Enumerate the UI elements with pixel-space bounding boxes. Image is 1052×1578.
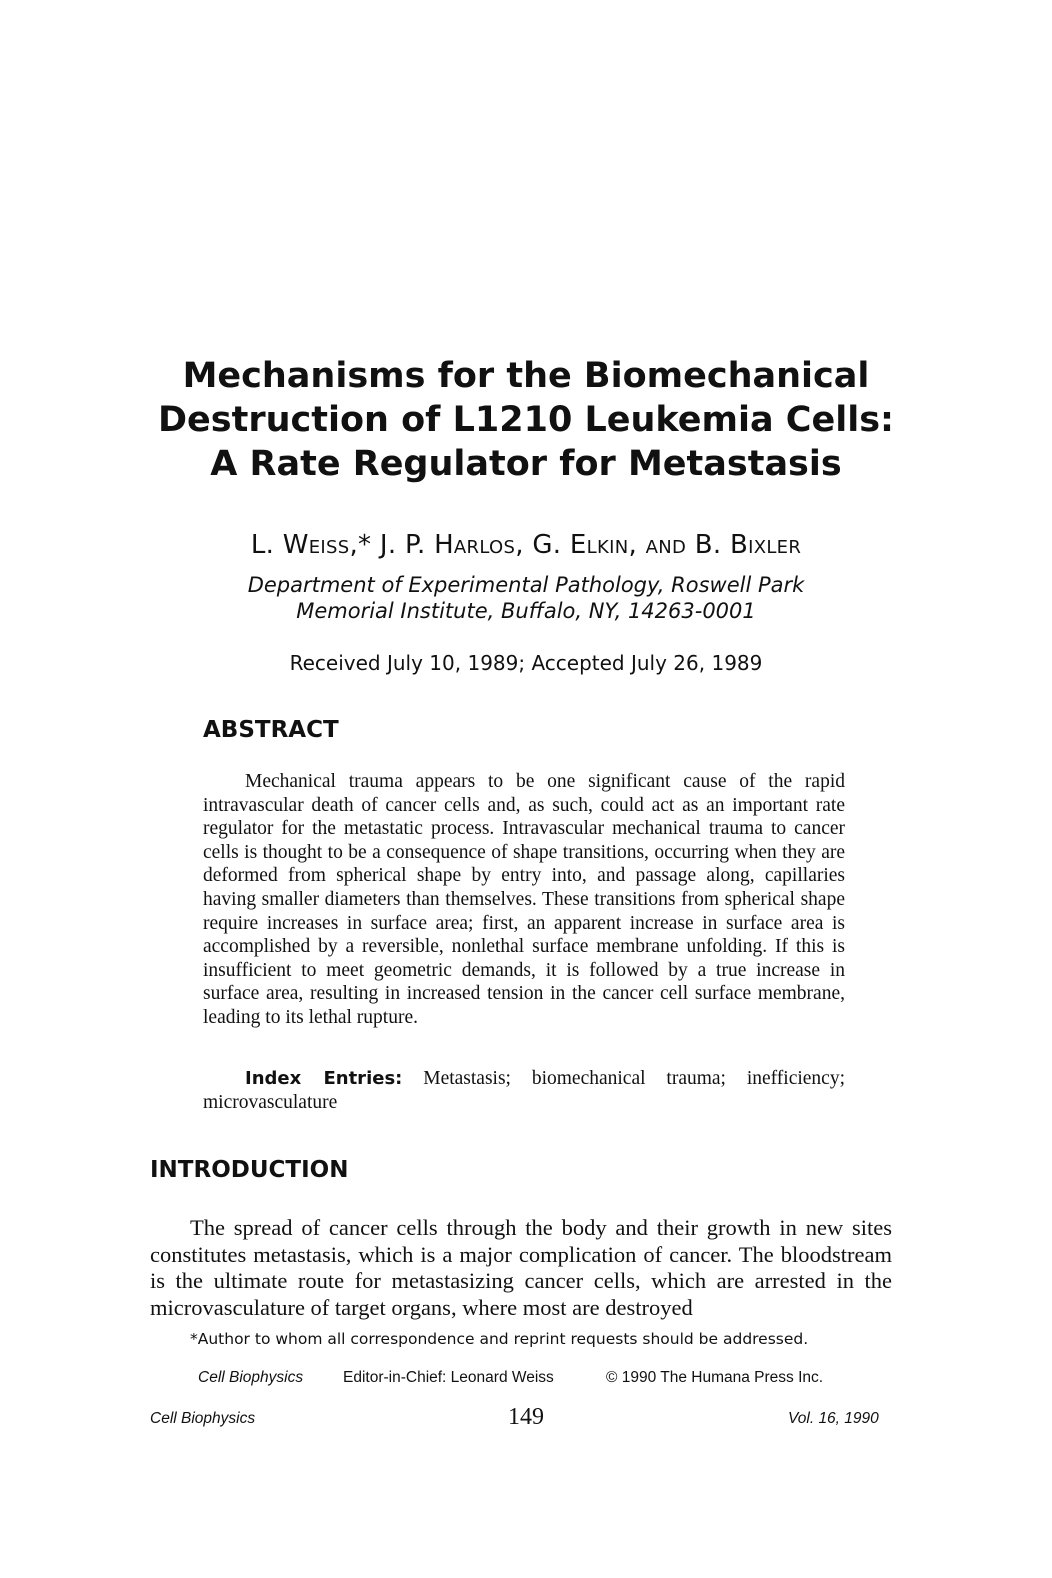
title-line-1: Mechanisms for the Biomechanical xyxy=(182,356,870,396)
index-entries-terms: Metastasis; biomechanical trauma; inefficiency; microvasculature xyxy=(203,1068,846,1113)
page-number: 149 xyxy=(508,1404,544,1430)
abstract-heading: ABSTRACT xyxy=(203,717,339,743)
title-line-3: A Rate Regulator for Metastasis xyxy=(210,444,842,484)
credits-editor: Editor-in-Chief: Leonard Weiss xyxy=(343,1369,554,1386)
footer-journal-name: Cell Biophysics xyxy=(150,1410,256,1427)
author-list: L. Weiss,* J. P. Harlos, G. Elkin, and B. Bixler xyxy=(250,530,802,560)
title-line-2: Destruction of L1210 Leukemia Cells: xyxy=(157,400,895,440)
index-entries xyxy=(203,1067,845,1114)
author-footnote: *Author to whom all correspondence and reprint requests should be addressed. xyxy=(190,1330,809,1348)
credits-copyright: © 1990 The Humana Press Inc. xyxy=(606,1369,824,1386)
received-dates: Received July 10, 1989; Accepted July 26, 1989 xyxy=(289,651,763,675)
article-title xyxy=(150,354,902,486)
index-entries-label: Index Entries: xyxy=(245,1068,403,1089)
credits-journal: Cell Biophysics xyxy=(198,1369,304,1386)
affiliation-line-1: Department of Experimental Pathology, Roswell Park xyxy=(247,573,805,597)
introduction-text: The spread of cancer cells through the body and their growth in new sites constitutes metastasis, which is a major complication of cancer. The bloodstream is the ultimate route for metastasizing cancer cells, which are arrested in the microvasculature of target organs, where most are destroyed xyxy=(150,1215,892,1320)
affiliation xyxy=(150,572,902,624)
introduction-heading: INTRODUCTION xyxy=(150,1157,349,1183)
abstract-text: Mechanical trauma appears to be one significant cause of the rapid intravascular death of cancer cells and, as such, could act as an important rate regulator for the metastatic process. Intravascular mechanical trauma to cancer cells is thought to be a consequence of shape transitions, occurring when they are deformed from spherical shape by entry into, and passage along, capillaries having smaller diameters than themselves. These transitions from spherical shape require increases in surface area; first, an apparent increase in surface area is accomplished by a reversible, nonlethal surface membrane unfolding. If this is insufficient to meet geometric demands, it is followed by a true increase in surface area, resulting in increased tension in the cancer cell surface membrane, leading to its lethal rupture. xyxy=(203,771,845,1028)
affiliation-line-2: Memorial Institute, Buffalo, NY, 14263-0001 xyxy=(296,599,756,623)
footer-volume: Vol. 16, 1990 xyxy=(788,1410,879,1427)
